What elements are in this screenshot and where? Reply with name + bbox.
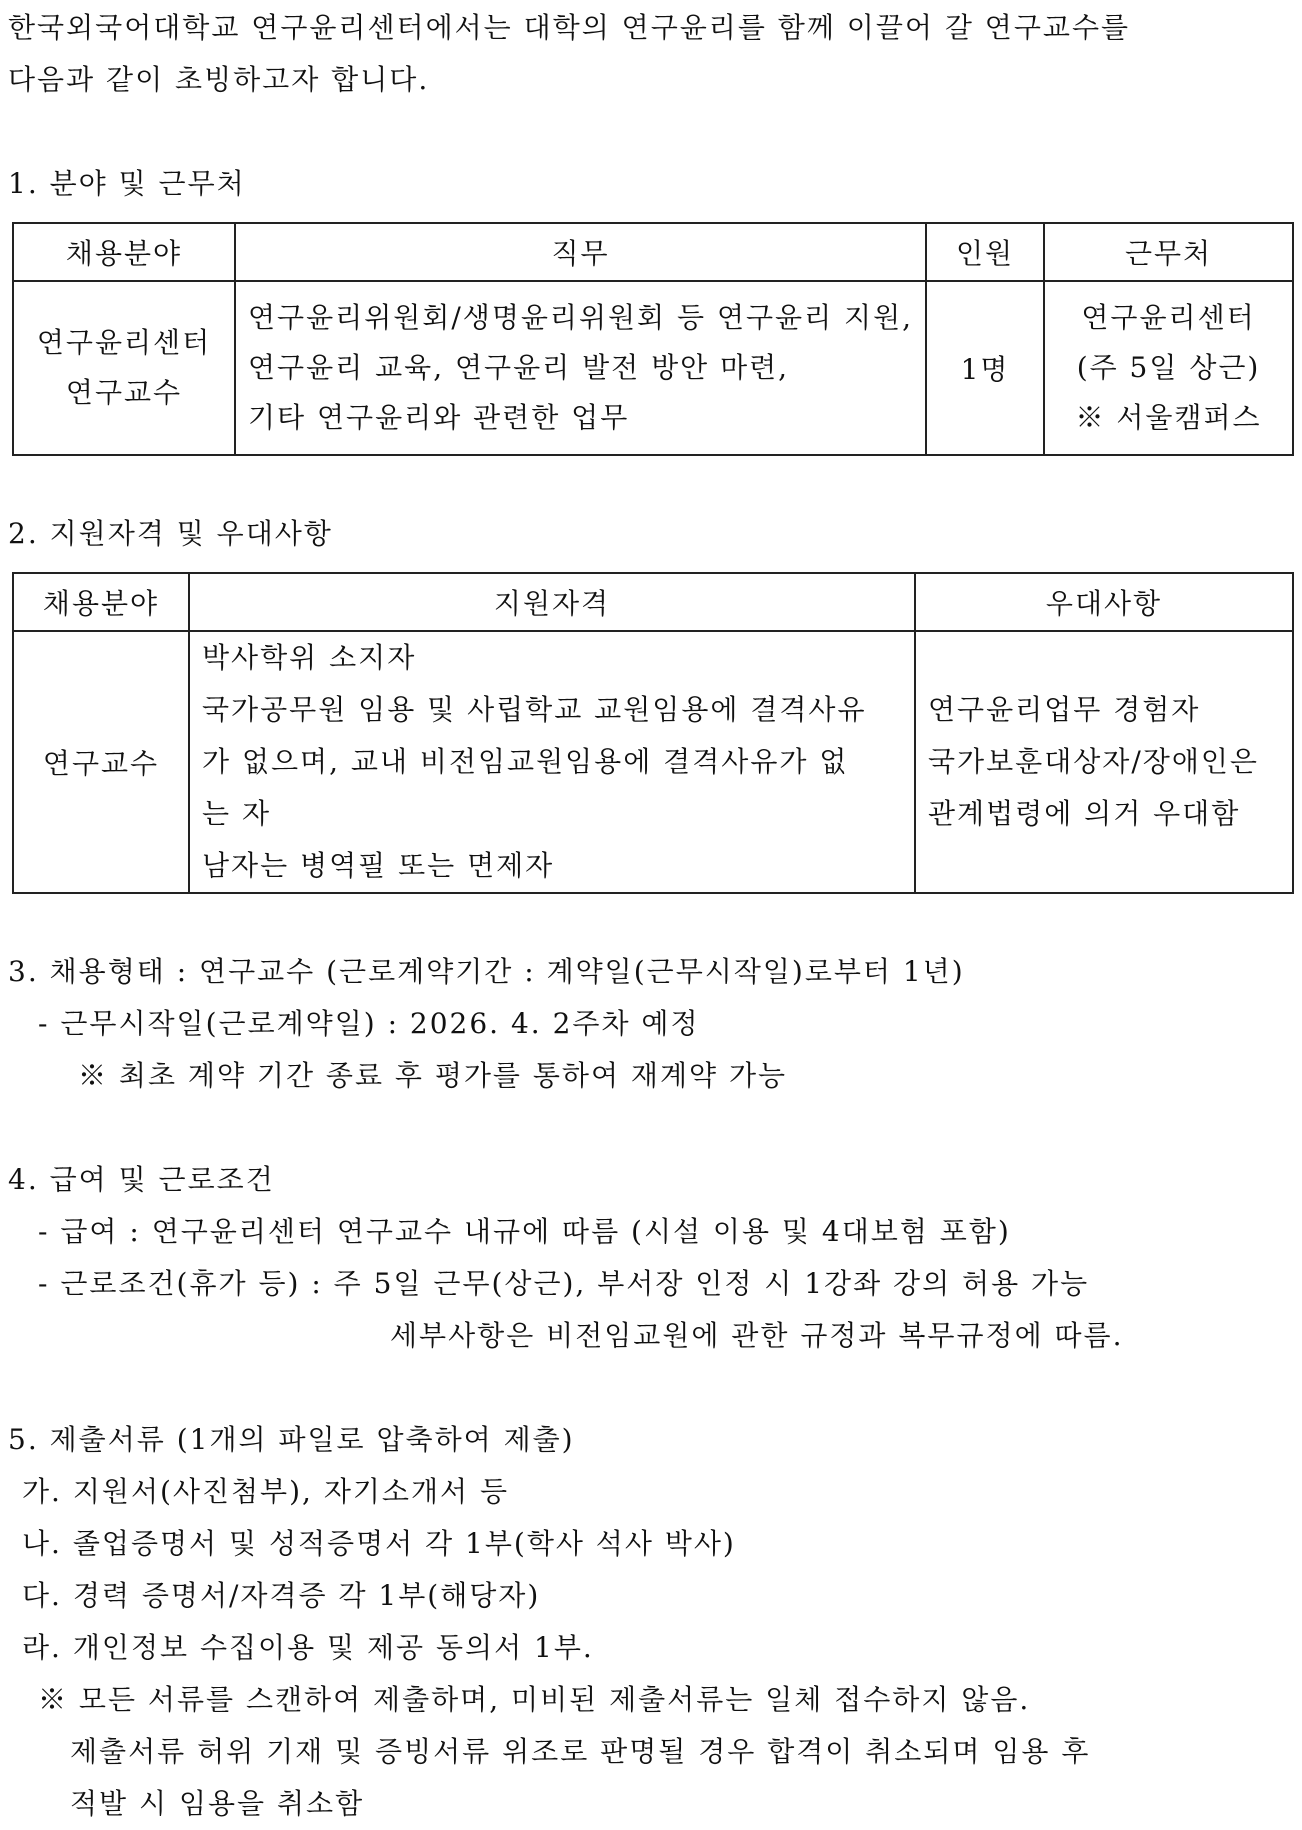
header-qualifications: 지원자격 <box>189 573 915 631</box>
cell-text: 국가보훈대상자/장애인은 <box>928 745 1259 778</box>
cell-text: (주 5일 상근) <box>1076 351 1261 384</box>
submission-note: 제출서류 허위 기재 및 증빙서류 위조로 판명될 경우 합격이 취소되며 임용 후 <box>70 1735 1091 1768</box>
intro-paragraph <box>8 0 1302 106</box>
section4-title: 4. 급여 및 근로조건 <box>8 1163 275 1196</box>
table-row <box>13 281 1293 455</box>
table-header-row <box>13 223 1293 281</box>
cell-duty <box>235 281 926 455</box>
table-row <box>13 631 1293 893</box>
cell-text: 가 없으며, 교내 비전임교원임용에 결격사유가 없 <box>202 745 849 778</box>
list-item: 다. 경력 증명서/자격증 각 1부(해당자) <box>22 1579 541 1612</box>
conditions-line: - 근로조건(휴가 등) : 주 5일 근무(상근), 부서장 인정 시 1강좌 강의 허용 가능 <box>38 1267 1090 1300</box>
cell-field <box>13 281 235 455</box>
cell-qualifications <box>189 631 915 893</box>
cell-text: 남자는 병역필 또는 면제자 <box>202 849 555 882</box>
cell-workplace <box>1044 281 1293 455</box>
salary-line: - 급여 : 연구윤리센터 연구교수 내규에 따름 (시설 이용 및 4대보험 포함) <box>38 1215 1011 1248</box>
header-field: 채용분야 <box>13 573 189 631</box>
cell-count: 1명 <box>926 281 1044 455</box>
header-preferences: 우대사항 <box>915 573 1293 631</box>
list-item: 나. 졸업증명서 및 성적증명서 각 1부(학사 석사 박사) <box>22 1527 736 1560</box>
cell-text: 기타 연구윤리와 관련한 업무 <box>248 401 630 434</box>
cell-field: 연구교수 <box>13 631 189 893</box>
work-start-date: - 근무시작일(근로계약일) : 2026. 4. 2주차 예정 <box>38 1007 700 1040</box>
cell-text: 연구윤리센터 <box>36 326 212 359</box>
header-count: 인원 <box>926 223 1044 281</box>
section3-title: 3. 채용형태 : 연구교수 (근로계약기간 : 계약일(근무시작일)로부터 1년) <box>8 955 965 988</box>
header-field: 채용분야 <box>13 223 235 281</box>
cell-text: 연구윤리위원회/생명윤리위원회 등 연구윤리 지원, <box>248 301 914 334</box>
cell-text: 연구윤리업무 경험자 <box>928 693 1201 726</box>
cell-text: 는 자 <box>202 797 271 830</box>
qualifications-table <box>12 572 1294 894</box>
section1-title: 1. 분야 및 근무처 <box>8 167 246 200</box>
section5-title: 5. 제출서류 (1개의 파일로 압축하여 제출) <box>8 1423 575 1456</box>
list-item: 라. 개인정보 수집이용 및 제공 동의서 1부. <box>22 1631 594 1664</box>
cell-text: 연구윤리 교육, 연구윤리 발전 방안 마련, <box>248 351 790 384</box>
intro-line: 한국외국어대학교 연구윤리센터에서는 대학의 연구윤리를 함께 이끌어 갈 연구교수를 <box>8 11 1131 44</box>
header-workplace: 근무처 <box>1044 223 1293 281</box>
cell-text: 관계법령에 의거 우대함 <box>928 797 1241 830</box>
cell-text: 박사학위 소지자 <box>202 641 417 674</box>
conditions-detail: 세부사항은 비전임교원에 관한 규정과 복무규정에 따름. <box>390 1319 1124 1352</box>
cell-text: ※ 서울캠퍼스 <box>1075 401 1262 434</box>
submission-note: ※ 모든 서류를 스캔하여 제출하며, 미비된 제출서류는 일체 접수하지 않음. <box>38 1683 1031 1716</box>
cell-text: 국가공무원 임용 및 사립학교 교원임용에 결격사유 <box>202 693 867 726</box>
section2-title: 2. 지원자격 및 우대사항 <box>8 517 333 550</box>
table-header-row <box>13 573 1293 631</box>
list-item: 가. 지원서(사진첨부), 자기소개서 등 <box>22 1475 510 1508</box>
positions-table <box>12 222 1294 456</box>
renewal-note: ※ 최초 계약 기간 종료 후 평가를 통하여 재계약 가능 <box>78 1059 788 1092</box>
cell-text: 연구윤리센터 <box>1081 301 1256 334</box>
cell-preferences <box>915 631 1293 893</box>
header-duty: 직무 <box>235 223 926 281</box>
intro-line: 다음과 같이 초빙하고자 합니다. <box>8 63 430 96</box>
submission-note: 적발 시 임용을 취소함 <box>70 1787 365 1820</box>
cell-text: 연구교수 <box>65 376 183 409</box>
